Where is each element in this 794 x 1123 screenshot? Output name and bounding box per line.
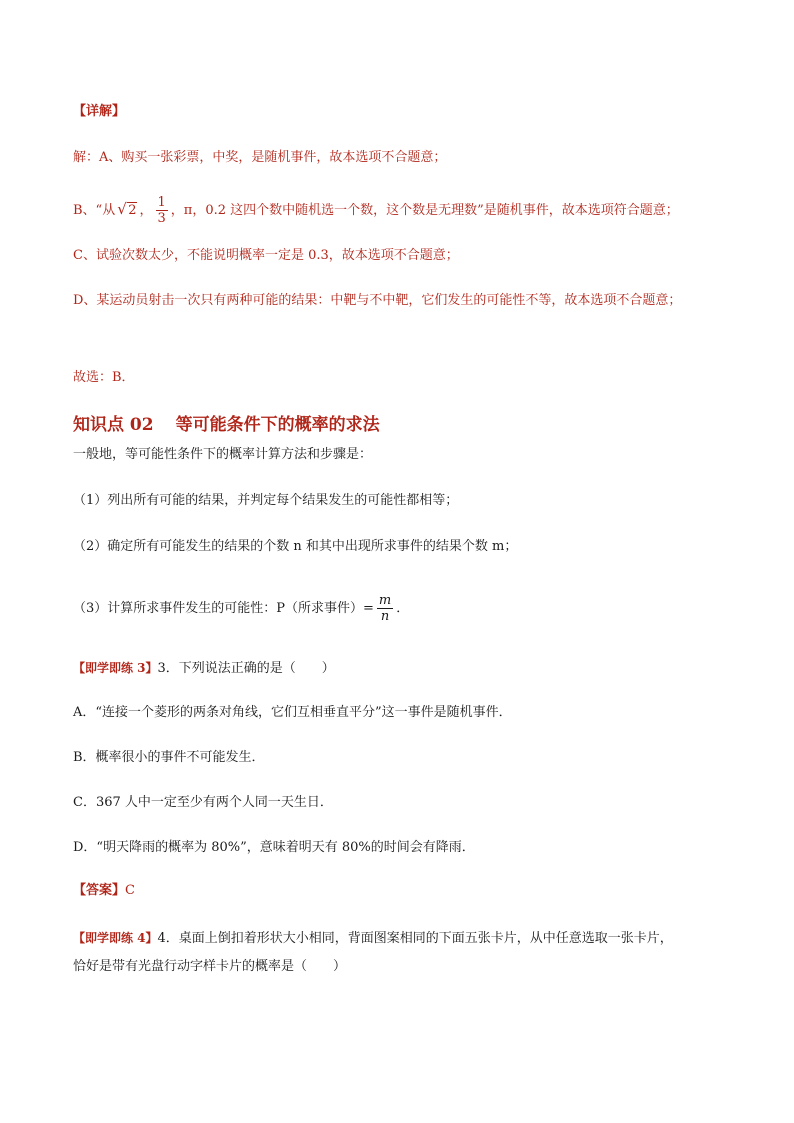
practice-4-question: [73, 929, 673, 948]
fraction-n: n: [380, 609, 390, 624]
fraction-numerator: 1: [157, 195, 166, 210]
detail-tag: 【详解】: [73, 104, 126, 119]
section-heading: [73, 414, 380, 436]
detail-line-a: 解：A、购买一张彩票，中奖，是随机事件，故本选项不合题意；: [73, 150, 447, 165]
answer-tag: 【答案】: [73, 883, 126, 898]
fraction-denominator: 3: [157, 211, 166, 226]
step-3-prefix: （3）计算所求事件发生的可能性：P（所求事件）=: [73, 601, 374, 616]
fraction-m: m: [378, 593, 392, 608]
practice-4-question-line2: 恰好是带有光盘行动字样卡片的概率是（ ）: [73, 959, 347, 974]
option-a: A．“连接一个菱形的两条对角线，它们互相垂直平分”这一事件是随机事件．: [73, 705, 512, 720]
option-b: B．概率很小的事件不可能发生．: [73, 750, 265, 765]
practice-3-answer: [73, 882, 135, 900]
fraction-m-over-n: [377, 594, 393, 623]
section-title: 等可能条件下的概率的求法: [175, 415, 380, 435]
step-3: [73, 594, 409, 623]
detail-line-b: B、“从√ 2 ， $\frac{1}{3}$ ，π，0.2 这四个数中随机选一个数，这个数是无理数”是随机事件，故本选项符合题意；: [73, 196, 679, 225]
step-2: （2）确定所有可能发生的结果的个数 n 和其中出现所求事件的结果个数 m；: [73, 539, 518, 554]
step-3-suffix: ．: [396, 601, 410, 616]
section-intro: 一般地，等可能性条件下的概率计算方法和步骤是：: [73, 447, 373, 462]
detail-b-prefix: B、“从: [73, 203, 116, 218]
step-1: （1）列出所有可能的结果，并判定每个结果发生的可能性都相等；: [73, 493, 459, 508]
practice-3-tag: 【即学即练 3】: [73, 661, 158, 675]
practice-3-text: 3．下列说法正确的是（ ）: [157, 661, 335, 676]
detail-b-suffix: ，π，0.2 这四个数中随机选一个数，这个数是无理数”是随机事件，故本选项符合题意；: [170, 203, 679, 218]
option-c: C．367 人中一定至少有两个人同一天生日．: [73, 795, 333, 810]
practice-3-question: [73, 659, 335, 678]
detail-answer: 故选：B．: [73, 370, 135, 385]
practice-4-text-line1: 4．桌面上倒扣着形状大小相同，背面图案相同的下面五张卡片，从中任意选取一张卡片，: [157, 931, 673, 946]
detail-line-c: C、试验次数太少，不能说明概率一定是 0.3，故本选项不合题意；: [73, 248, 459, 263]
practice-4-tag: 【即学即练 4】: [73, 931, 158, 945]
sqrt-two: [117, 202, 137, 220]
fraction-one-third: [156, 196, 168, 225]
answer-value: C: [125, 883, 135, 898]
sqrt-radicand: 2: [128, 203, 137, 218]
detail-line-d: D、某运动员射击一次只有两种可能的结果：中靶与不中靶，它们发生的可能性不等，故本选项不合题意；: [73, 293, 682, 308]
option-d: D．“明天降雨的概率为 80%”，意味着明天有 80%的时间会有降雨．: [73, 840, 475, 855]
section-number: 知识点 02: [73, 415, 154, 435]
